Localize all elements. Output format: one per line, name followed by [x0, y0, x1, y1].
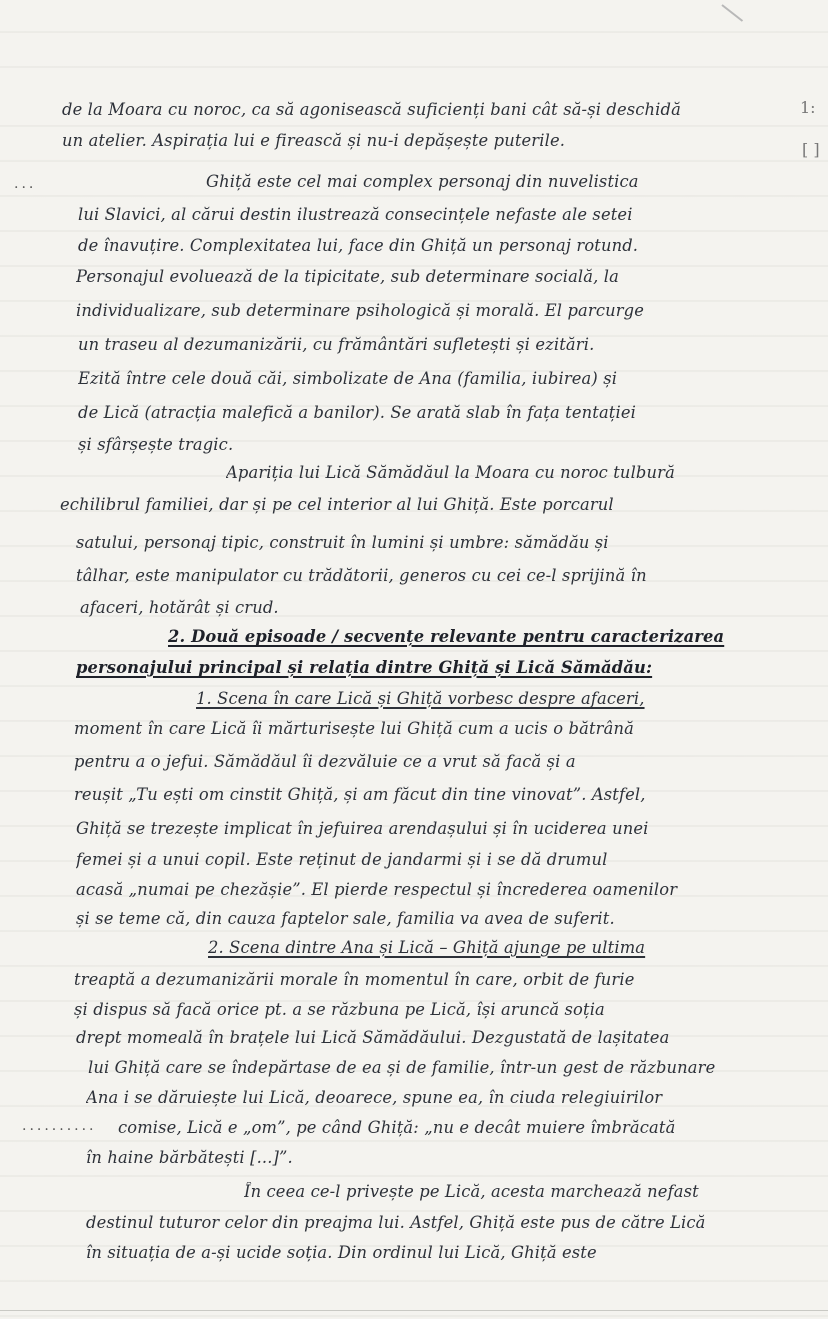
- margin-mark-top-right: 1:: [800, 98, 816, 117]
- text-line: Ghiță se trezește implicat în jefuirea arendașului și în uciderea unei: [76, 819, 649, 838]
- scene-heading: 1. Scena în care Lică și Ghiță vorbesc despre afaceri,: [196, 689, 645, 708]
- corner-scratch-mark: [721, 4, 743, 22]
- text-line: Personajul evoluează de la tipicitate, sub determinare socială, la: [76, 267, 619, 286]
- text-line: un traseu al dezumanizării, cu frământări sufletești și ezitări.: [78, 335, 595, 354]
- text-line: reușit „Tu ești om cinstit Ghiță, și am făcut din tine vinovat”. Astfel,: [74, 785, 646, 804]
- margin-dots-left: ...: [14, 176, 37, 192]
- text-line: afaceri, hotărât și crud.: [80, 598, 279, 617]
- text-line: și se teme că, din cauza faptelor sale, familia va avea de suferit.: [76, 909, 615, 928]
- text-line: comise, Lică e „om”, pe când Ghiță: „nu e decât muiere îmbrăcată: [118, 1118, 676, 1137]
- text-line: lui Slavici, al cărui destin ilustrează consecințele nefaste ale setei: [78, 205, 633, 224]
- text-line: echilibrul familiei, dar și pe cel interior al lui Ghiță. Este porcarul: [60, 495, 614, 514]
- text-line: moment în care Lică îi mărturisește lui Ghiță cum a ucis o bătrână: [74, 719, 634, 738]
- text-line: drept momeală în brațele lui Lică Sămădăului. Dezgustată de lașitatea: [76, 1028, 670, 1047]
- page-bottom-edge: [0, 1310, 828, 1311]
- text-line: Ezită între cele două căi, simbolizate de Ana (familia, iubirea) și: [78, 369, 618, 388]
- text-line: în haine bărbătești [...]”.: [86, 1148, 293, 1167]
- section-heading: 2. Două episoade / secvențe relevante pentru caracterizarea: [168, 627, 725, 646]
- text-line: În ceea ce-l privește pe Lică, acesta marchează nefast: [244, 1182, 699, 1201]
- text-line: destinul tuturor celor din preajma lui. Astfel, Ghiță este pus de către Lică: [86, 1213, 706, 1232]
- text-line: de înavuțire. Complexitatea lui, face din Ghiță un personaj rotund.: [78, 236, 639, 255]
- text-line: individualizare, sub determinare psihologică și morală. El parcurge: [76, 301, 645, 320]
- margin-dots-lower-left: ..........: [22, 1118, 97, 1134]
- text-line: de la Moara cu noroc, ca să agonisească suficienți bani cât să-și deschidă: [62, 100, 681, 119]
- text-line: și sfârșește tragic.: [78, 435, 234, 454]
- margin-bracket-mark: [ ]: [802, 140, 820, 159]
- text-line: tâlhar, este manipulator cu trădătorii, generos cu cei ce-l sprijină în: [76, 566, 647, 585]
- text-line: acasă „numai pe chezășie”. El pierde respectul și încrederea oamenilor: [76, 880, 678, 899]
- text-line: și dispus să facă orice pt. a se răzbuna pe Lică, își aruncă soția: [74, 1000, 605, 1019]
- text-line: de Lică (atracția malefică a banilor). Se arată slab în fața tentației: [78, 403, 636, 422]
- text-line: treaptă a dezumanizării morale în momentul în care, orbit de furie: [74, 970, 635, 989]
- scene-heading: 2. Scena dintre Ana și Lică – Ghiță ajunge pe ultima: [208, 938, 646, 957]
- text-line: în situația de a-și ucide soția. Din ordinul lui Lică, Ghiță este: [86, 1243, 597, 1262]
- text-line: Ana i se dăruiește lui Lică, deoarece, spune ea, în ciuda relegiuirilor: [86, 1088, 663, 1107]
- text-line: un atelier. Aspirația lui e firească și nu-i depășește puterile.: [62, 131, 566, 150]
- text-line: femei și a unui copil. Este reținut de jandarmi și i se dă drumul: [76, 850, 608, 869]
- text-line: lui Ghiță care se îndepărtase de ea și de familie, într-un gest de răzbunare: [88, 1058, 716, 1077]
- text-line: Ghiță este cel mai complex personaj din nuvelistica: [206, 172, 639, 191]
- text-line: pentru a o jefui. Sămădăul îi dezvăluie ce a vrut să facă și a: [74, 752, 576, 771]
- text-line: Apariția lui Lică Sămădăul la Moara cu noroc tulbură: [226, 463, 675, 482]
- section-heading: personajului principal și relația dintre Ghiță și Lică Sămădău:: [76, 658, 653, 677]
- text-line: satului, personaj tipic, construit în lumini și umbre: sămădău și: [76, 533, 609, 552]
